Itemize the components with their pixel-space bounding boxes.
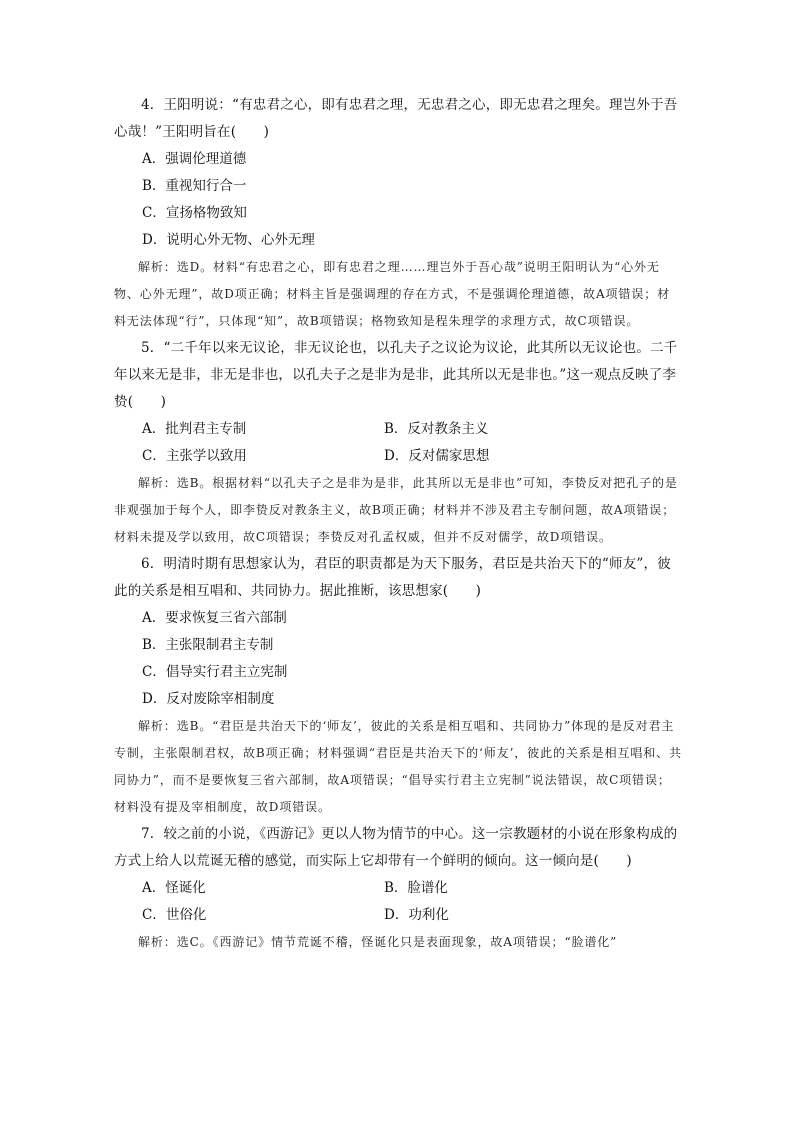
question-5-analysis: 解析：选B。根据材料“以孔夫子之是非为是非，此其所以无是非也”可知，李贽反对把孔子的是非观强加于每个人，即李贽反对教条主义，故B项正确；材料并不涉及君主专制问题，故A项错误；材料未提及学以致用，故C项错误；李贽反对孔孟权威，但并不反对儒学，故D项错误。 [114, 476, 678, 544]
question-4-option-d: D．说明心外无物、心外无理 [142, 232, 315, 248]
question-5-option-b: B．反对教条主义 [384, 421, 489, 437]
question-7-options-row-2 [142, 902, 682, 929]
question-7-option-a: A．怪诞化 [142, 880, 206, 896]
question-4-option-c: C．宣扬格物致知 [142, 205, 247, 221]
question-5-option-d: D．反对儒家思想 [384, 448, 490, 464]
question-6-stem: 6．明清时期有思想家认为，君臣的职责都是为天下服务，君臣是共治天下的“师友”，彼此的关系是相互唱和、共同协力。据此推断，该思想家( ) [114, 556, 671, 599]
question-7-option-c: C．世俗化 [142, 907, 207, 923]
question-list [114, 92, 682, 956]
question-7-analysis: 解析：选C。《西游记》情节荒诞不稽，怪诞化只是表面现象，故A项错误；“脸谱化” [138, 935, 618, 949]
question-4-option-a: A．强调伦理道德 [142, 151, 247, 167]
question-6-option-b: B．主张限制君主专制 [142, 637, 274, 653]
question-6-analysis: 解析：选B。“君臣是共治天下的‘师友’，彼此的关系是相互唱和、共同协力”体现的是反对君主专制，主张限制君权，故B项正确；材料强调“君臣是共治天下的‘师友’，彼此的关系是相互唱和、共同协力”，而不是要恢复三省六部制，故A项错误；“倡导实行君主立宪制”说法错误，故C项错误；材料没有提及宰相制度，故D项错误。 [114, 719, 682, 814]
question-6-option-d: D．反对废除宰相制度 [142, 691, 275, 707]
question-7-option-d: D．功利化 [384, 907, 449, 923]
question-7-options-row-1 [142, 875, 682, 902]
question-5-option-c: C．主张学以致用 [142, 448, 247, 464]
question-4-option-b: B．重视知行合一 [142, 178, 247, 194]
question-6-option-c: C．倡导实行君主立宪制 [142, 664, 288, 680]
question-4-analysis: 解析：选D。材料“有忠君之心，即有忠君之理……理岂外于吾心哉”说明王阳明认为“心外无物、心外无理”，故D项正确；材料主旨是强调理的存在方式，不是强调伦理道德，故A项错误；材料无法体现“行”，只体现“知”，故B项错误；格物致知是程朱理学的求理方式，故C项错误。 [114, 260, 671, 328]
question-5-option-a: A．批判君主专制 [142, 421, 247, 437]
question-5-options-row-2 [142, 443, 682, 470]
question-7-stem: 7．较之前的小说，《西游记》更以人物为情节的中心。这一宗教题材的小说在形象构成的方式上给人以荒诞无稽的感觉，而实际上它却带有一个鲜明的倾向。这一倾向是( ) [114, 826, 678, 869]
question-7-option-b: B．脸谱化 [384, 880, 448, 896]
question-5-stem: 5．“二千年以来无议论，非无议论也，以孔夫子之议论为议论，此其所以无议论也。二千年以来无是非，非无是非也，以孔夫子之是非为是非，此其所以无是非也。”这一观点反映了李贽( ) [114, 340, 678, 410]
question-4-stem: 4．王阳明说：“有忠君之心，即有忠君之理，无忠君之心，即无忠君之理矣。理岂外于吾心哉！”王阳明旨在( ) [114, 97, 678, 140]
question-6-option-a: A．要求恢复三省六部制 [142, 610, 287, 626]
question-5-options-row-1 [142, 416, 682, 443]
